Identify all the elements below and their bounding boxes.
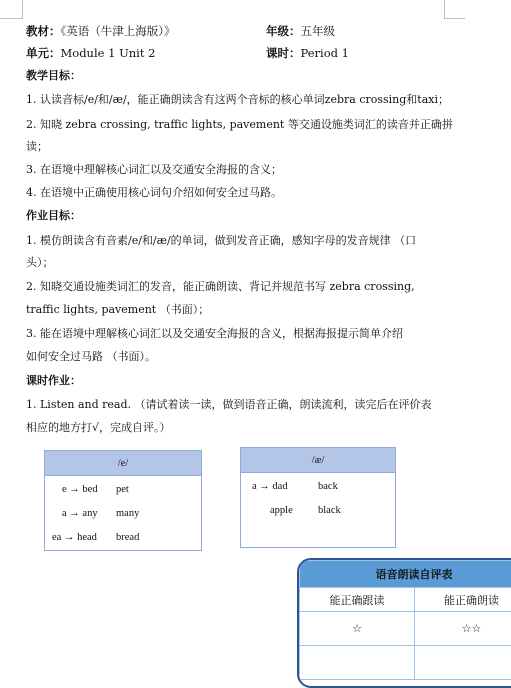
homework-goal-item: 如何安全过马路 （书面）。 [26, 349, 156, 365]
textbook-label: 教材： [26, 24, 61, 38]
phonics-rule: apple [270, 505, 318, 516]
teaching-goal-item: 读； [26, 139, 48, 155]
phonics-ae-title: /æ/ [241, 448, 396, 473]
evaluation-col-follow-read: 能正确跟读 [300, 588, 415, 612]
phonics-rule: a → dad [252, 481, 318, 492]
evaluation-title: 语音朗读自评表 [300, 561, 511, 588]
phonics-word: back [318, 481, 338, 492]
phonics-rule: ea → head [52, 532, 116, 543]
homework-goal-item: 2. 知晓交通设施类词汇的发音，能正确朗读、背记并规范书写 zebra crossing, [26, 279, 415, 295]
homework-instruction-line1: 1. Listen and read. （请试着读一读，做到语音正确，朗读流利，读完后在评价表 [26, 397, 432, 413]
unit-label: 单元： [26, 46, 61, 60]
evaluation-check-cell[interactable] [300, 646, 415, 680]
homework-goal-item: 3. 能在语境中理解核心词汇以及交通安全海报的含义，根据海报提示简单介绍 [26, 326, 403, 342]
teaching-goal-item: 3. 在语境中理解核心词汇以及交通安全海报的含义； [26, 162, 282, 178]
evaluation-stars-read-correctly: ☆☆ [415, 612, 511, 646]
phonics-word: many [116, 508, 139, 519]
phonics-row [46, 525, 200, 549]
self-evaluation-table [297, 558, 511, 688]
grade-line [266, 23, 335, 39]
phonics-table-e [44, 450, 202, 551]
teaching-goal-item: 4. 在语境中正确使用核心词句介绍如何安全过马路。 [26, 185, 282, 201]
phonics-row [242, 474, 394, 498]
phonics-rule: e → bed [62, 484, 116, 495]
phonics-word: black [318, 505, 341, 516]
unit-line [26, 45, 155, 61]
page-corner-mark-right [444, 0, 465, 19]
textbook-value: 《英语（牛津上海版）》 [61, 24, 176, 38]
homework-instruction-line2: 相应的地方打√，完成自评。） [26, 420, 171, 436]
page-corner-mark-left [0, 0, 23, 19]
homework-heading: 课时作业： [26, 373, 81, 389]
unit-value: Module 1 Unit 2 [61, 46, 156, 60]
grade-value: 五年级 [301, 24, 336, 38]
period-value: Period 1 [301, 46, 349, 60]
phonics-row [46, 477, 200, 501]
evaluation-stars-follow-read: ☆ [300, 612, 415, 646]
phonics-table-ae [240, 447, 396, 548]
period-line [266, 45, 349, 61]
homework-goal-item: 头）； [26, 255, 54, 271]
evaluation-check-cell[interactable] [415, 646, 511, 680]
phonics-row [46, 501, 200, 525]
grade-label: 年级： [266, 24, 301, 38]
teaching-goal-item: 2. 知晓 zebra crossing, traffic lights, pavement 等交通设施类词汇的读音并正确拼 [26, 117, 453, 133]
homework-goal-item: traffic lights, pavement （书面）； [26, 302, 209, 318]
homework-goals-heading: 作业目标： [26, 208, 81, 224]
phonics-row [242, 498, 394, 522]
evaluation-col-read-correctly: 能正确朗读 [415, 588, 511, 612]
period-label: 课时： [266, 46, 301, 60]
teaching-goal-item: 1. 认读音标/e/和/æ/，能正确朗读含有这两个音标的核心单词zebra crossing和taxi； [26, 92, 449, 108]
teaching-goals-heading: 教学目标： [26, 68, 81, 84]
phonics-word: pet [116, 484, 129, 495]
phonics-rule: a → any [62, 508, 116, 519]
phonics-word: bread [116, 532, 139, 543]
homework-goal-item: 1. 模仿朗读含有音素/e/和/æ/的单词，做到发音正确，感知字母的发音规律 （口 [26, 233, 416, 249]
phonics-e-title: /e/ [45, 451, 202, 476]
textbook-line [26, 23, 176, 39]
